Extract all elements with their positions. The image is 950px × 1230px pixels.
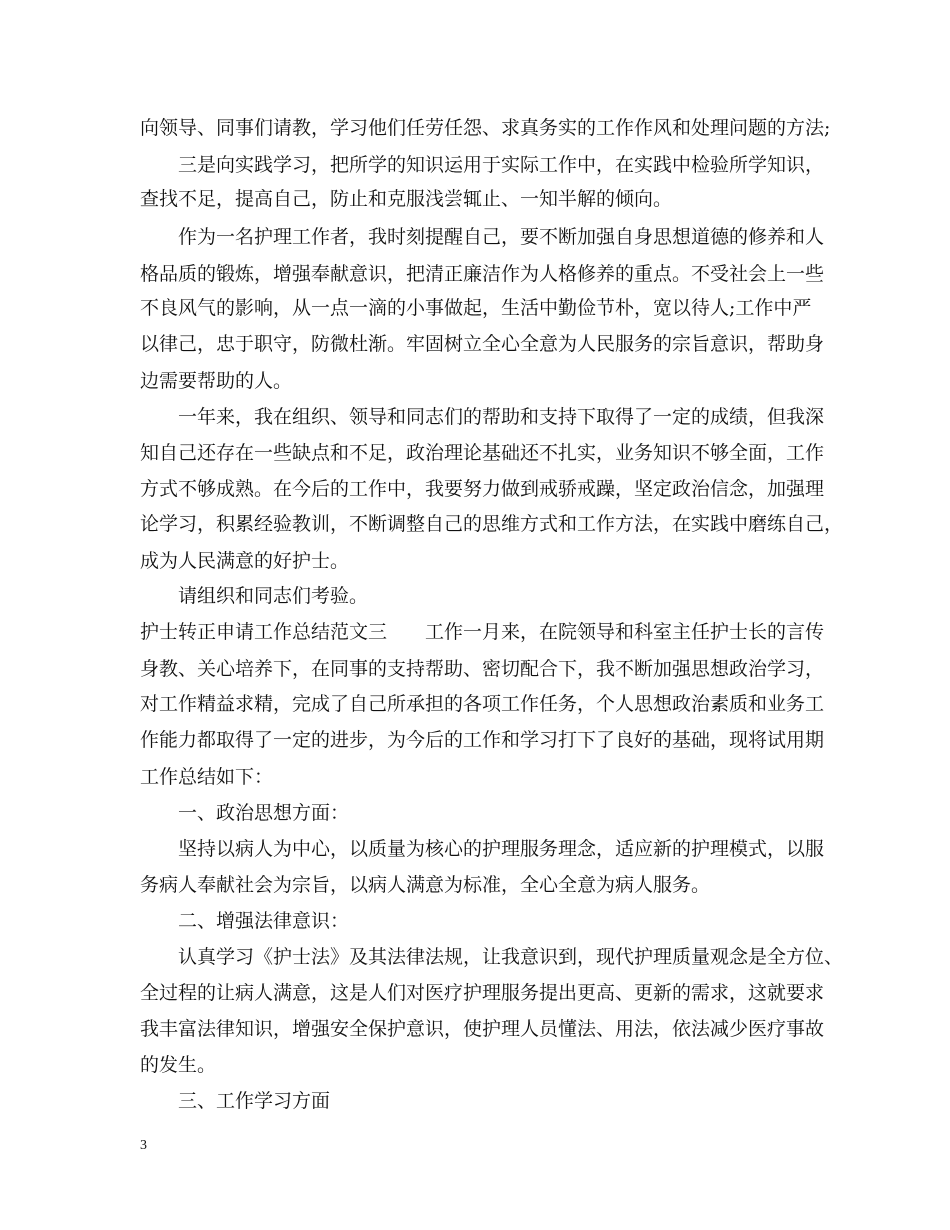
text-line: 的发生。 [140,1054,217,1076]
subheading-line: 一、政治思想方面： [178,802,350,824]
section-heading-line: 护士转正申请工作总结范文三 工作一月来，在院领导和科室主任护士长的言传 [140,621,825,643]
subheading-line: 二、增强法律意识： [178,910,350,932]
text-line: 不良风气的影响，从一点一滴的小事做起，生活中勤俭节朴，宽以待人;工作中严 [140,297,812,319]
text-line: 对工作精益求精，完成了自己所承担的各项工作任务，个人思想政治素质和业务工 [140,693,825,715]
text-line: 坚持以病人为中心，以质量为核心的护理服务理念，适应新的护理模式，以服 [178,838,825,860]
text-line: 工作总结如下： [140,766,274,788]
text-line: 身教、关心培养下，在同事的支持帮助、密切配合下，我不断加强思想政治学习， [140,658,825,680]
text-line: 向领导、同事们请教，学习他们任劳任怨、求真务实的工作作风和处理问题的方法; [140,117,831,139]
page-number: 3 [140,1138,147,1153]
text-line: 边需要帮助的人。 [140,370,293,392]
text-line: 我丰富法律知识，增强安全保护意识，使护理人员懂法、用法，依法减少医疗事故 [140,1018,825,1040]
text-line: 三是向实践学习，把所学的知识运用于实际工作中，在实践中检验所学知识， [178,154,825,176]
text-line: 成为人民满意的好护士。 [140,550,350,572]
text-line: 格品质的锻炼，增强奉献意识，把清正廉洁作为人格修养的重点。不受社会上一些 [140,263,825,285]
text-line: 查找不足，提高自己，防止和克服浅尝辄止、一知半解的倾向。 [140,188,673,210]
text-line: 方式不够成熟。在今后的工作中，我要努力做到戒骄戒躁，坚定政治信念，加强理 [140,478,825,500]
subheading-line: 三、工作学习方面 [178,1090,331,1112]
text-line: 全过程的让病人满意，这是人们对医疗护理服务提出更高、更新的需求，这就要求 [140,982,825,1004]
text-line: 论学习，积累经验教训，不断调整自己的思维方式和工作方法，在实践中磨练自己， [140,513,844,535]
text-line: 知自己还存在一些缺点和不足，政治理论基础还不扎实，业务知识不够全面，工作 [140,442,825,464]
text-line: 作为一名护理工作者，我时刻提醒自己，要不断加强自身思想道德的修养和人 [178,226,825,248]
text-line: 作能力都取得了一定的进步，为今后的工作和学习打下了良好的基础，现将试用期 [140,729,825,751]
text-line: 以律己，忠于职守，防微杜渐。牢固树立全心全意为人民服务的宗旨意识，帮助身 [140,333,825,355]
text-line: 务病人奉献社会为宗旨，以病人满意为标准，全心全意为病人服务。 [140,874,711,896]
text-line: 请组织和同志们考验。 [178,585,369,607]
text-line: 一年来，我在组织、领导和同志们的帮助和支持下取得了一定的成绩，但我深 [178,406,825,428]
text-line: 认真学习《护士法》及其法律法规，让我意识到，现代护理质量观念是全方位、 [178,946,844,968]
